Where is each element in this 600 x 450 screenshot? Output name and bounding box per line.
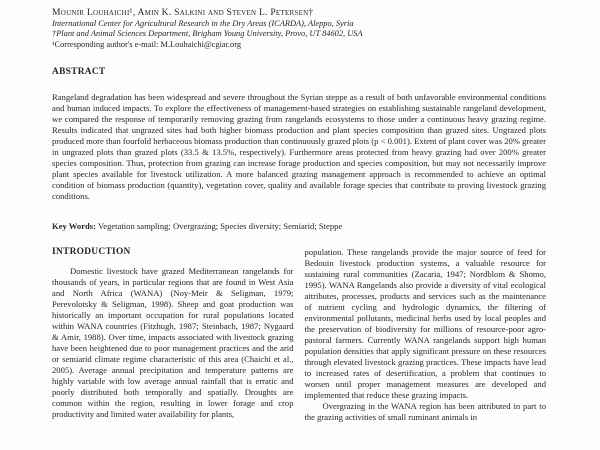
- abstract-section: [52, 67, 546, 202]
- introduction-paragraph-right-2: Overgrazing in the WANA region has been attributed in part to the grazing activities of small ruminant animals in: [304, 401, 546, 423]
- abstract-paragraph: Rangeland degradation has been widespread and severe throughout the Syrian steppe as a result of both unfavorable environmental conditions and human induced impacts. To explore the effectiveness of management-based strategies on establishing sustainable rangeland development, we compared the response of temporarily removing grazing from rangelands ecosystems to those under a continuous heavy grazing regime. Results indicated that ungrazed sites had both higher biomass production and plant species composition than grazed sites. Ungrazed plots produced more than fourfold herbaceous biomass production than continuously grazed plots (p < 0.001). Extent of plant cover was 20% greater in ungrazed plots than grazed plots (33.5 & 13.5%, respectively). Furthermore areas protected from heavy grazing had over 200% greater species composition. Thus, protection from grazing can increase forage production and species composition, but may not necessarily improve plant species available for livestock utilization. A more balanced grazing management approach is recommended to achieve an optimal condition of biomass production (quantity), vegetation cover, quality and available forage species that contribute to proving livestock grazing conditions.: [52, 92, 546, 202]
- keywords-label: Key Words:: [52, 221, 97, 232]
- introduction-paragraph-left: Domestic livestock have grazed Mediterranean rangelands for thousands of years, in particular regions that are found in West Asia and North Africa (WANA) (Noy-Meir & Seligman, 1979; Perevolotsky & Seligman, 1998). Sheep and goat production was historically an important occupation for rural populations located within WANA countries (Fitzhugh, 1987; Steinbach, 1987; Nygaard & Amir, 1988). Over time, impacts associated with livestock grazing have been heightened due to poor management practices and the arid or semiarid climate regime characteristic of this area (Chaichi et al., 2005). Average annual precipitation and temperature patterns are highly variable with low average annual rainfall that is erratic and poorly distributed both temporally and spatially. Droughts are common within the region, resulting in lower forage and crop productivity and limited water availability for plants,: [52, 266, 294, 420]
- paper-header: [52, 7, 546, 50]
- corresponding-author-email: ¹Corresponding author's e-mail: M.Louhaichi@cgiar.org: [52, 39, 242, 49]
- introduction-heading: INTRODUCTION: [52, 247, 131, 258]
- authors-line: Mounir Louhaichi¹, Amin K. Salkini and Steven L. Petersen†: [52, 7, 314, 18]
- affiliation-icarda: International Center for Agricultural Research in the Dry Areas (ICARDA), Aleppo, Syria: [52, 18, 354, 28]
- affiliation-byu: †Plant and Animal Sciences Department, Brigham Young University, Provo, UT 84602, USA: [52, 28, 363, 38]
- left-column: [52, 247, 294, 423]
- keywords-text: Vegetation sampling; Overgrazing; Species diversity; Semiarid; Steppe: [96, 221, 343, 232]
- keywords-line: [52, 221, 546, 232]
- two-column-body: [52, 247, 546, 423]
- right-column: [305, 247, 547, 423]
- abstract-heading: ABSTRACT: [52, 67, 106, 78]
- introduction-paragraph-right-1: population. These rangelands provide the major source of feed for Bedouin livestock production systems, a valuable resource for sustaining rural communities (Zacaria, 1947; Nordblom & Shomo, 1995). WANA Rangelands also provide a diversity of vital ecological attributes, processes, products and services such as the maintenance of nutrient cycling and hydrologic dynamics, the filtering of environmental pollutants, medicinal herbs used by local peoples and the preservation of biodiversity for millions of resource-poor agro-pastoral farmers. Currently WANA rangelands support high human population densities that apply significant pressure on these resources through elevated livestock grazing practices. These impacts have lead to increased rates of desertification, a problem that continues to worsen until proper management measures are developed and implemented that reduce these grazing impacts.: [304, 247, 546, 401]
